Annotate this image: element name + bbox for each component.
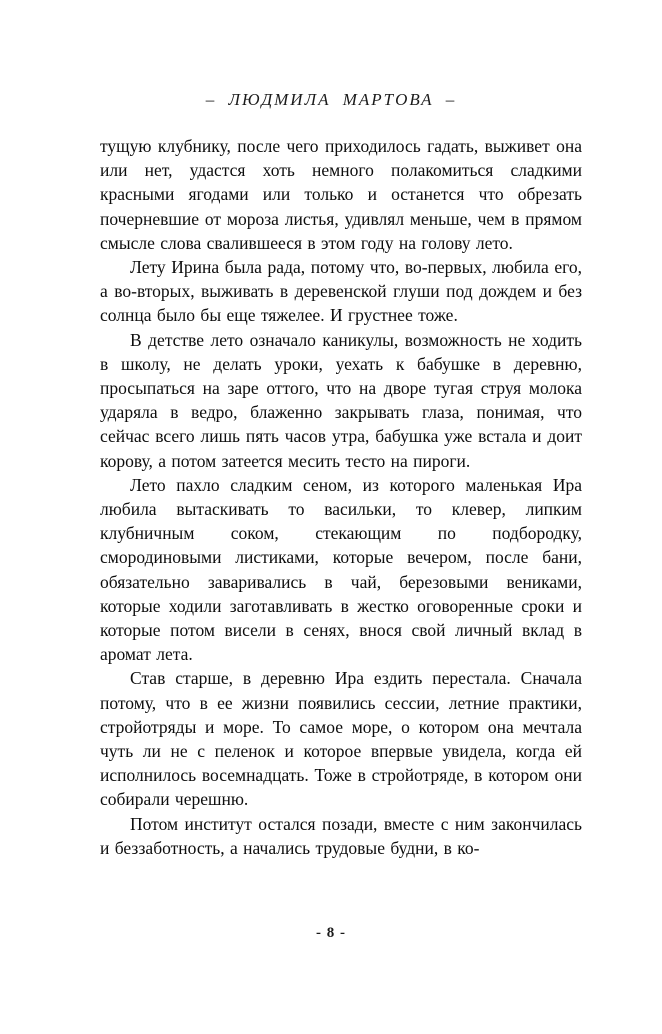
page-number: - 8 -: [316, 925, 346, 941]
paragraph: Лету Ирина была рада, потому что, во-первых, любила его, а во-вторых, выживать в деревенской глуши под дождем и без солнца было бы еще тяжелее. И грустнее тоже.: [100, 257, 582, 326]
paragraph: Потом институт остался позади, вместе с ним закончилась и беззаботность, а начались трудовые будни, в ко-: [100, 813, 582, 858]
paragraph: Лето пахло сладким сеном, из которого маленькая Ира любила вытаскивать то васильки, то клевер, липким клубничным соком, стекающим по подбородку, смородиновыми листиками, которые вечером, после бани, обязательно заваривались в чай, березовыми вениками, которые ходили заготавливать в жестко оговоренные сроки и которые потом висели в сенях, внося свой личный вклад в аромат лета.: [100, 474, 582, 665]
running-head: – ЛЮДМИЛА МАРТОВА –: [205, 90, 457, 109]
body-text: [100, 134, 582, 860]
paragraph: В детстве лето означало каникулы, возможность не ходить в школу, не делать уроки, уехать к бабушке в деревню, просыпаться на заре оттого, что на дворе тугая струя молока ударяла в ведро, блаженно закрывать глаза, понимая, что сейчас всего лишь пять часов утра, бабушка уже встала и доит корову, а потом затеется месить тесто на пироги.: [100, 329, 582, 471]
paragraph: тущую клубнику, после чего приходилось гадать, выживет она или нет, удастся хоть немного полакомиться сладкими красными ягодами или только и останется что обрезать почерневшие от мороза листья, удивлял меньше, чем в прямом смысле слова свалившееся в этом году на голову лето.: [100, 136, 582, 253]
paragraph: Став старше, в деревню Ира ездить перестала. Сначала потому, что в ее жизни появились сессии, летние практики, стройотряды и море. То самое море, о котором она мечтала чуть ли не с пеленок и которое впервые увидела, когда ей исполнилось восемнадцать. Тоже в стройотряде, в котором они собирали черешню.: [100, 668, 582, 810]
